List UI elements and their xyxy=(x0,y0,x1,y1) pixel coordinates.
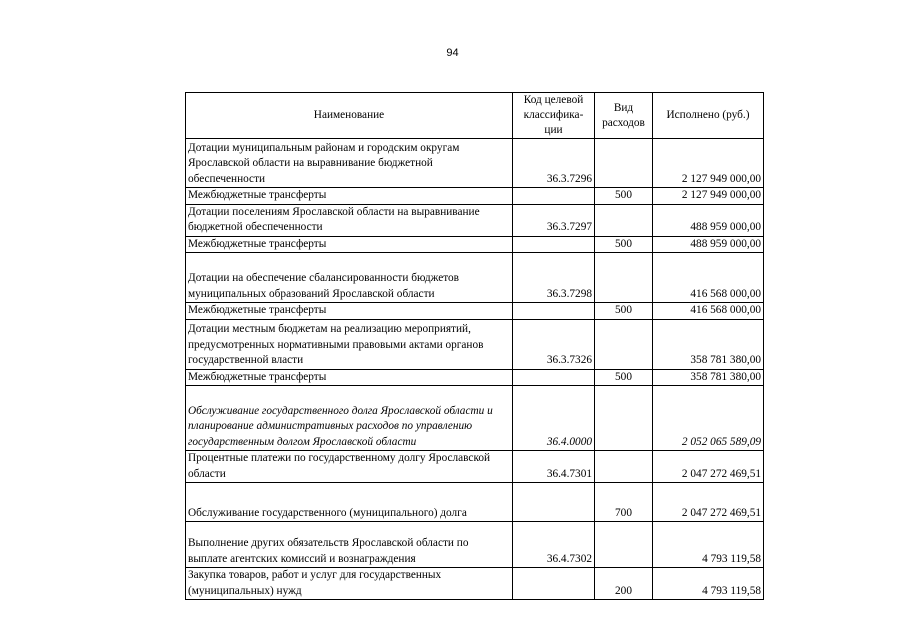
cell-name: Дотации местным бюджетам на реализацию мероприятий, предусмотренных нормативными правовыми актами органов государственной власти xyxy=(186,319,513,369)
table-row xyxy=(186,483,764,522)
cell-type xyxy=(595,204,653,236)
cell-code xyxy=(513,369,595,386)
cell-type: 500 xyxy=(595,303,653,320)
table-row xyxy=(186,522,764,568)
table-row xyxy=(186,303,764,320)
header-amount: Исполнено (руб.) xyxy=(653,93,764,139)
cell-amount: 358 781 380,00 xyxy=(653,369,764,386)
cell-code xyxy=(513,483,595,522)
table-row xyxy=(186,188,764,205)
table-body xyxy=(186,139,764,600)
cell-amount: 358 781 380,00 xyxy=(653,319,764,369)
cell-code xyxy=(513,568,595,600)
cell-type: 500 xyxy=(595,369,653,386)
cell-amount: 2 052 065 589,09 xyxy=(653,386,764,451)
cell-code: 36.4.7301 xyxy=(513,451,595,483)
cell-amount: 488 959 000,00 xyxy=(653,236,764,253)
cell-code xyxy=(513,303,595,320)
table-row xyxy=(186,369,764,386)
cell-type: 500 xyxy=(595,188,653,205)
cell-name: Дотации муниципальным районам и городским округам Ярославской области на выравнивание бюджетной обеспеченности xyxy=(186,139,513,188)
cell-code xyxy=(513,236,595,253)
cell-amount: 416 568 000,00 xyxy=(653,253,764,303)
cell-type xyxy=(595,451,653,483)
page-number: 94 xyxy=(446,47,459,59)
cell-code: 36.4.0000 xyxy=(513,386,595,451)
cell-amount: 488 959 000,00 xyxy=(653,204,764,236)
cell-code: 36.3.7298 xyxy=(513,253,595,303)
cell-amount: 2 047 272 469,51 xyxy=(653,451,764,483)
cell-type xyxy=(595,522,653,568)
header-type: Вид расходов xyxy=(595,93,653,139)
cell-name: Межбюджетные трансферты xyxy=(186,369,513,386)
cell-type xyxy=(595,139,653,188)
cell-code xyxy=(513,188,595,205)
cell-code: 36.3.7297 xyxy=(513,204,595,236)
cell-type: 500 xyxy=(595,236,653,253)
cell-amount: 416 568 000,00 xyxy=(653,303,764,320)
cell-amount: 2 127 949 000,00 xyxy=(653,188,764,205)
cell-name: Обслуживание государственного долга Ярославской области и планирование административных расходов по управлению государственным долгом Ярославской области xyxy=(186,386,513,451)
header-code: Код целевой классифика-ции xyxy=(513,93,595,139)
cell-name: Межбюджетные трансферты xyxy=(186,188,513,205)
cell-type xyxy=(595,319,653,369)
cell-name: Межбюджетные трансферты xyxy=(186,236,513,253)
cell-type xyxy=(595,253,653,303)
cell-code: 36.3.7326 xyxy=(513,319,595,369)
header-name: Наименование xyxy=(186,93,513,139)
table-row xyxy=(186,568,764,600)
cell-amount: 4 793 119,58 xyxy=(653,522,764,568)
cell-name: Обслуживание государственного (муниципального) долга xyxy=(186,483,513,522)
table-row xyxy=(186,253,764,303)
cell-code: 36.4.7302 xyxy=(513,522,595,568)
table-row xyxy=(186,139,764,188)
cell-name: Межбюджетные трансферты xyxy=(186,303,513,320)
cell-type xyxy=(595,386,653,451)
cell-type: 200 xyxy=(595,568,653,600)
table-row xyxy=(186,319,764,369)
cell-name: Дотации на обеспечение сбалансированности бюджетов муниципальных образований Ярославской области xyxy=(186,253,513,303)
cell-code: 36.3.7296 xyxy=(513,139,595,188)
cell-name: Выполнение других обязательств Ярославской области по выплате агентских комиссий и вознаграждения xyxy=(186,522,513,568)
table-row xyxy=(186,204,764,236)
cell-type: 700 xyxy=(595,483,653,522)
table-row xyxy=(186,451,764,483)
cell-name: Закупка товаров, работ и услуг для государственных (муниципальных) нужд xyxy=(186,568,513,600)
table-row xyxy=(186,386,764,451)
cell-amount: 2 047 272 469,51 xyxy=(653,483,764,522)
table-row xyxy=(186,236,764,253)
cell-name: Процентные платежи по государственному долгу Ярославской области xyxy=(186,451,513,483)
table-header-row xyxy=(186,93,764,139)
cell-amount: 2 127 949 000,00 xyxy=(653,139,764,188)
cell-amount: 4 793 119,58 xyxy=(653,568,764,600)
cell-name: Дотации поселениям Ярославской области на выравнивание бюджетной обеспеченности xyxy=(186,204,513,236)
budget-execution-table xyxy=(185,92,764,600)
